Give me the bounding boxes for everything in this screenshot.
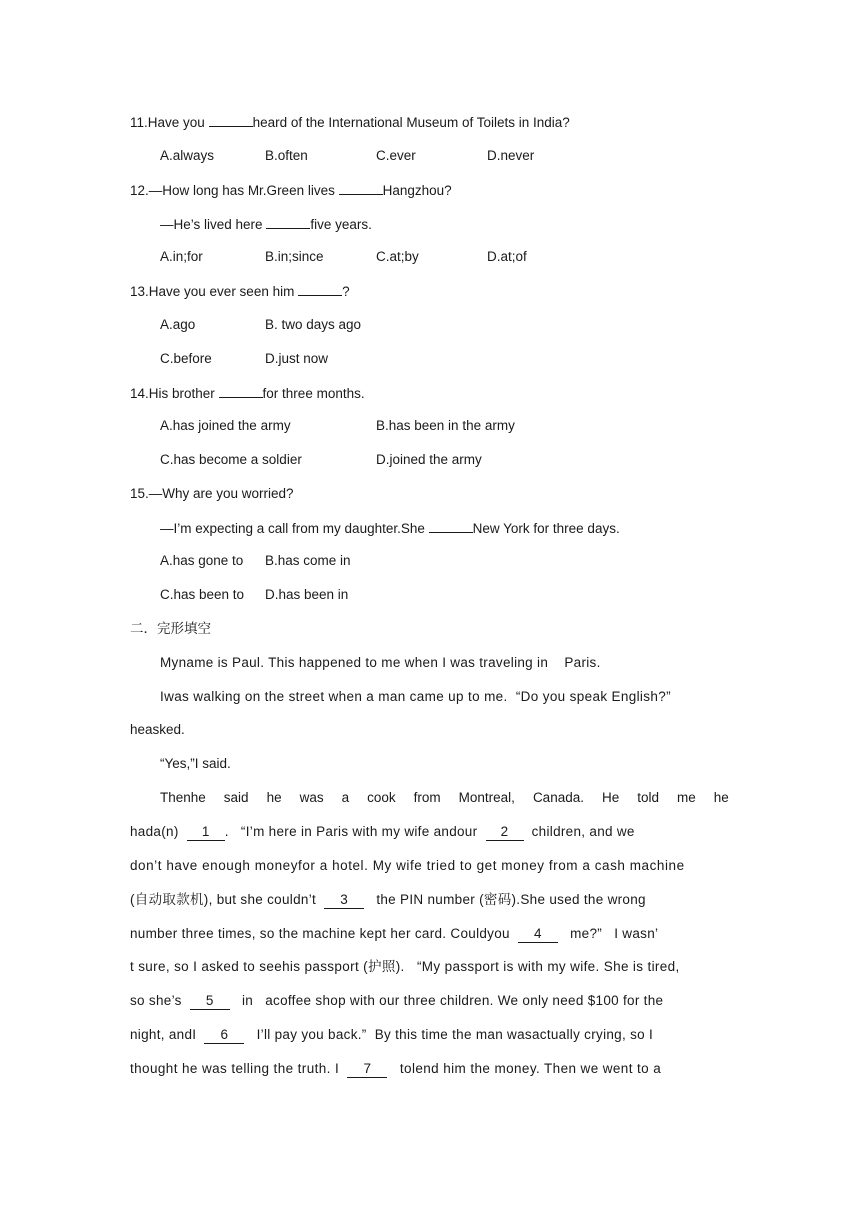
word: He: [601, 790, 620, 805]
option-d: D.just now: [265, 351, 329, 366]
passage-line: “Yes,”I said.: [160, 756, 231, 771]
word: cook: [367, 790, 396, 805]
cloze-blank-2: 2: [486, 824, 524, 841]
passage-text: the PIN number (密码).She used the wrong: [364, 892, 646, 907]
option-d: D.joined the army: [376, 452, 482, 467]
option-a: A.always: [160, 148, 215, 163]
answer-blank: [219, 383, 263, 398]
word: he: [266, 790, 282, 805]
question-text: 12.—How long has Mr.Green lives: [130, 183, 339, 198]
passage-text: children, and we: [523, 824, 635, 839]
option-b: B. two days ago: [265, 317, 362, 332]
question-12-reply: [160, 214, 372, 235]
question-text: heard of the International Museum of Toilets in India?: [252, 115, 570, 130]
option-b: B.has been in the army: [376, 418, 515, 433]
word: from: [413, 790, 441, 805]
option-d: D.at;of: [487, 249, 527, 264]
option-c: C.has been to: [160, 587, 245, 602]
passage-line: [130, 924, 658, 944]
passage-text: hada(n): [130, 824, 187, 839]
question-text: 11.Have you: [130, 115, 209, 130]
passage-line: [130, 1059, 661, 1079]
question-text: 14.His brother: [130, 386, 219, 401]
passage-line: don’t have enough moneyfor a hotel. My wife tried to get money from a cash machine: [130, 858, 685, 873]
word: a: [341, 790, 350, 805]
passage-text: me?” I wasn’: [557, 926, 659, 941]
question-15-reply: [160, 518, 620, 539]
section-title: 二．完形填空: [130, 621, 211, 637]
word: told: [637, 790, 660, 805]
passage-line: [160, 788, 729, 808]
option-d: D.never: [487, 148, 535, 163]
passage-line: [130, 991, 663, 1011]
passage-line: [130, 1025, 653, 1045]
option-b: B.has come in: [265, 553, 351, 568]
word: Thenhe: [160, 790, 206, 805]
question-text: ?: [342, 284, 350, 299]
cloze-blank-4: 4: [518, 926, 558, 943]
cloze-blank-7: 7: [347, 1061, 387, 1078]
option-b: B.in;since: [265, 249, 324, 264]
cloze-blank-3: 3: [324, 892, 364, 909]
passage-text: in acoffee shop with our three children. We only need $100 for the: [229, 993, 664, 1008]
word: me: [677, 790, 696, 805]
question-text: New York for three days.: [472, 521, 620, 536]
passage-text: so she’s: [130, 993, 190, 1008]
passage-text: (自动取款机), but she couldn’t: [130, 892, 325, 907]
option-c: C.ever: [376, 148, 416, 163]
word: was: [299, 790, 324, 805]
passage-line: [130, 822, 635, 842]
passage-line: [130, 890, 646, 910]
option-a: A.ago: [160, 317, 196, 332]
question-12: [130, 180, 452, 201]
word: said: [223, 790, 249, 805]
cloze-blank-5: 5: [190, 993, 230, 1010]
answer-blank: [429, 518, 473, 533]
question-15: 15.—Why are you worried?: [130, 486, 294, 501]
passage-text: I’ll pay you back.” By this time the man wasactually crying, so I: [244, 1027, 654, 1042]
question-14: [130, 383, 365, 404]
answer-blank: [209, 112, 253, 127]
option-a: A.in;for: [160, 249, 203, 264]
passage-text: night, andI: [130, 1027, 205, 1042]
option-a: A.has gone to: [160, 553, 244, 568]
option-c: C.before: [160, 351, 212, 366]
word: he: [713, 790, 729, 805]
passage-line: heasked.: [130, 722, 185, 737]
question-text: —I’m expecting a call from my daughter.She: [160, 521, 429, 536]
option-d: D.has been in: [265, 587, 349, 602]
option-c: C.at;by: [376, 249, 419, 264]
cloze-blank-1: 1: [187, 824, 225, 841]
option-c: C.has become a soldier: [160, 452, 302, 467]
question-text: 13.Have you ever seen him: [130, 284, 299, 299]
passage-text: thought he was telling the truth. I: [130, 1061, 348, 1076]
question-11: [130, 112, 570, 133]
passage-line: t sure, so I asked to seehis passport (护照). “My passport is with my wife. She is tired,: [130, 959, 680, 974]
question-text: for three months.: [262, 386, 365, 401]
passage-line: Myname is Paul. This happened to me when I was traveling in Paris.: [160, 655, 601, 670]
option-b: B.often: [265, 148, 308, 163]
question-text: Hangzhou?: [382, 183, 452, 198]
passage-text: number three times, so the machine kept her card. Couldyou: [130, 926, 518, 941]
answer-blank: [266, 214, 310, 229]
answer-blank: [339, 180, 383, 195]
question-text: —He’s lived here: [160, 217, 267, 232]
word: Montreal,: [458, 790, 515, 805]
word: Canada.: [532, 790, 584, 805]
passage-text: . “I’m here in Paris with my wife andour: [224, 824, 486, 839]
question-text: five years.: [310, 217, 372, 232]
option-a: A.has joined the army: [160, 418, 291, 433]
passage-line: Iwas walking on the street when a man came up to me. “Do you speak English?”: [160, 689, 671, 704]
answer-blank: [298, 281, 342, 296]
passage-text: tolend him the money. Then we went to a: [387, 1061, 662, 1076]
cloze-blank-6: 6: [204, 1027, 244, 1044]
question-13: [130, 281, 350, 302]
